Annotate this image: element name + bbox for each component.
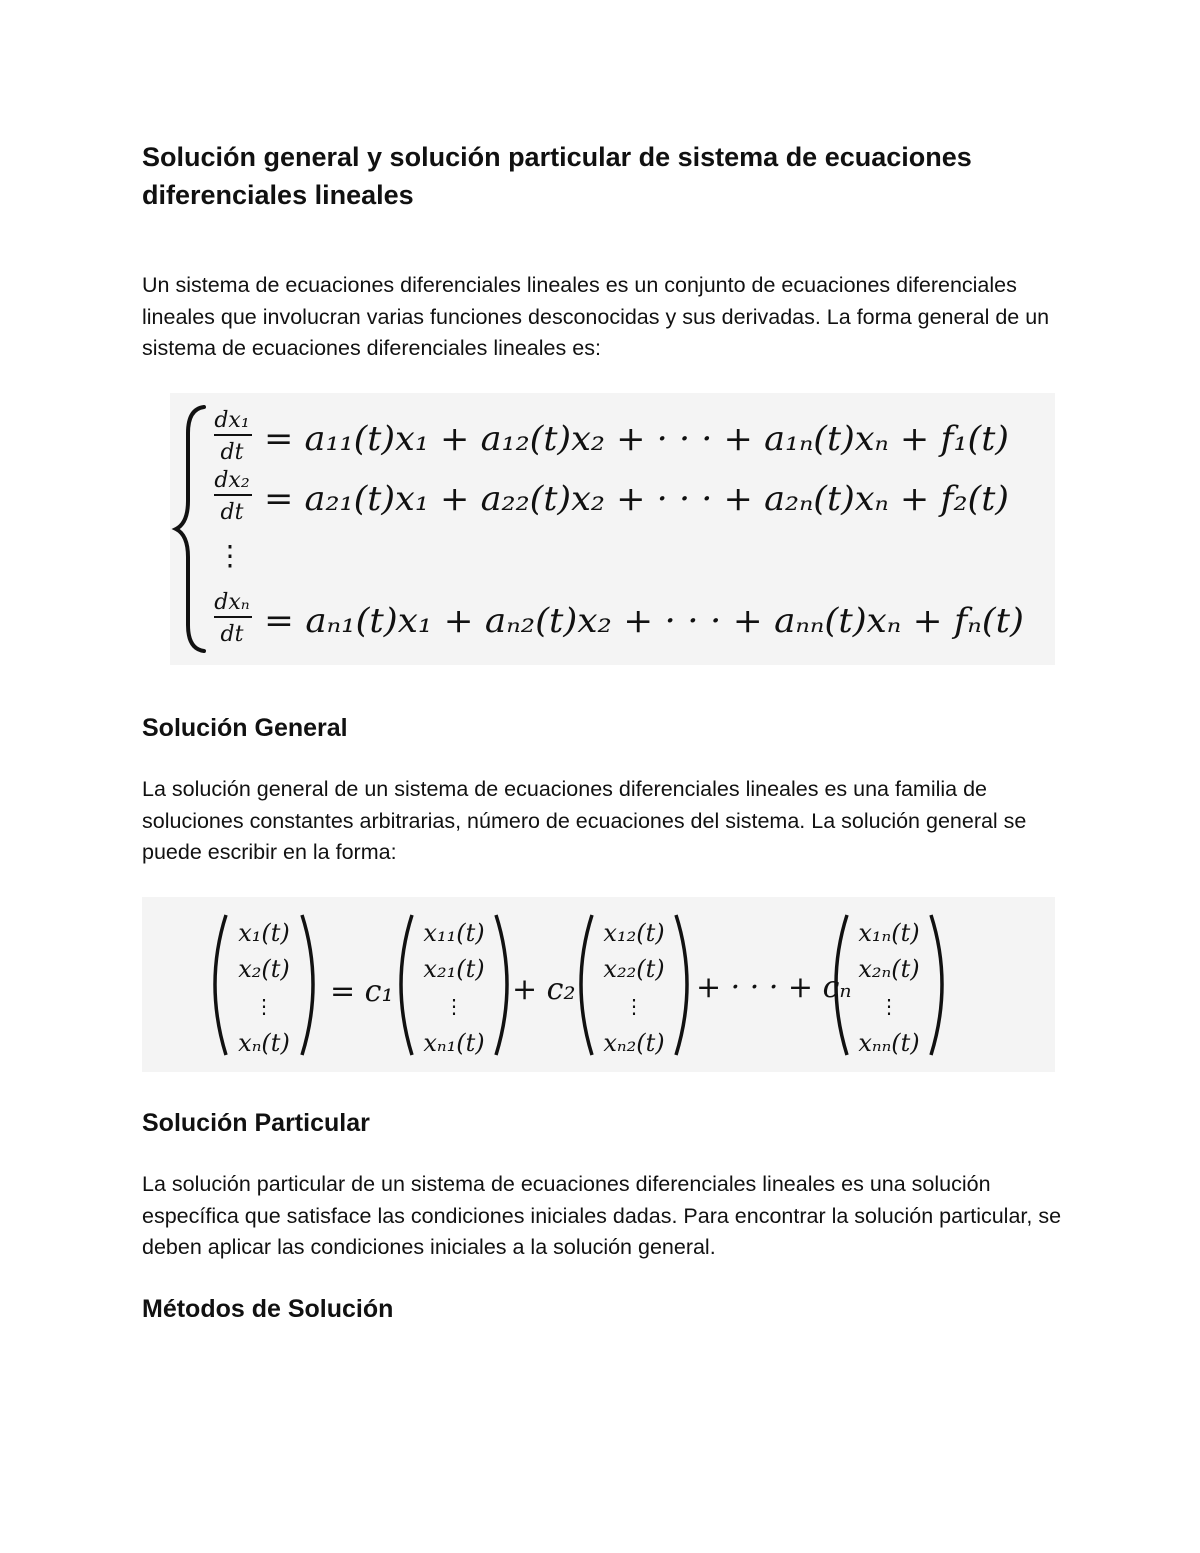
heading-metodos-de-solucion: Métodos de Solución <box>142 1295 394 1323</box>
vn-entry-2: x₂ₙ(t) <box>858 955 920 983</box>
vn-entry-1: x₁ₙ(t) <box>858 919 920 947</box>
v2-entry-3: ⋮ <box>624 994 644 1018</box>
rown-denominator: dt <box>220 622 244 647</box>
equation-system-figure <box>170 393 1055 665</box>
intro-paragraph: Un sistema de ecuaciones diferenciales lineales es un conjunto de ecuaciones diferenciales lineales que involucran varias funciones desconocidas y sus derivadas. La forma general de un sistema de ecuaciones diferenciales lineales es: <box>142 273 1050 360</box>
paragraph-solucion-particular: La solución particular de un sistema de ecuaciones diferenciales lineales es una solución específica que satisface las condiciones iniciales dadas. Para encontrar la solución particular, se deben aplicar las condiciones iniciales a la solución general. <box>142 1172 1062 1259</box>
row2-rhs: = a₂₁(t)x₁ + a₂₂(t)x₂ + · · · + a₂ₙ(t)xₙ + f₂(t) <box>264 479 1009 519</box>
v1-entry-1: x₁₁(t) <box>423 919 485 947</box>
rown-numerator: dxₙ <box>214 590 250 615</box>
lhs-right-paren <box>302 915 313 1055</box>
row1-denominator: dt <box>220 440 244 465</box>
left-brace <box>176 407 204 651</box>
lhs-entry-4: xₙ(t) <box>238 1029 290 1057</box>
lhs-entry-1: x₁(t) <box>238 919 290 947</box>
lhs-left-paren <box>215 915 226 1055</box>
v1-entry-2: x₂₁(t) <box>423 955 485 983</box>
paragraph-solucion-general: La solución general de un sistema de ecuaciones diferenciales lineales es una familia de soluciones constantes arbitrarias, número de ecuaciones del sistema. La solución general se puede escribir en la forma: <box>142 777 1027 864</box>
general-solution-figure <box>142 897 1055 1072</box>
plus-dots-cn: + · · · + cₙ <box>696 970 852 1005</box>
v1-entry-3: ⋮ <box>444 994 464 1018</box>
lhs-entry-2: x₂(t) <box>238 955 290 983</box>
v2-entry-4: xₙ₂(t) <box>603 1029 665 1057</box>
row2-numerator: dx₂ <box>214 468 250 493</box>
document-title: Solución general y solución particular de sistema de ecuaciones diferenciales lineales <box>142 142 972 210</box>
heading-solucion-particular: Solución Particular <box>142 1109 370 1137</box>
system-vdots: ⋮ <box>216 539 244 572</box>
rown-rhs: = aₙ₁(t)x₁ + aₙ₂(t)x₂ + · · · + aₙₙ(t)xₙ + fₙ(t) <box>264 601 1024 641</box>
vn-entry-4: xₙₙ(t) <box>858 1029 920 1057</box>
lhs-entry-3: ⋮ <box>254 994 274 1018</box>
heading-solucion-general: Solución General <box>142 714 348 742</box>
v2-entry-1: x₁₂(t) <box>603 919 665 947</box>
equals-c1: = c₁ <box>330 974 394 1009</box>
vn-entry-3: ⋮ <box>879 994 899 1018</box>
plus-c2: + c₂ <box>512 972 576 1007</box>
row2-denominator: dt <box>220 500 244 525</box>
row1-rhs: = a₁₁(t)x₁ + a₁₂(t)x₂ + · · · + a₁ₙ(t)xₙ + f₁(t) <box>264 419 1009 459</box>
row1-numerator: dx₁ <box>214 408 250 433</box>
v2-entry-2: x₂₂(t) <box>603 955 665 983</box>
v1-entry-4: xₙ₁(t) <box>423 1029 485 1057</box>
